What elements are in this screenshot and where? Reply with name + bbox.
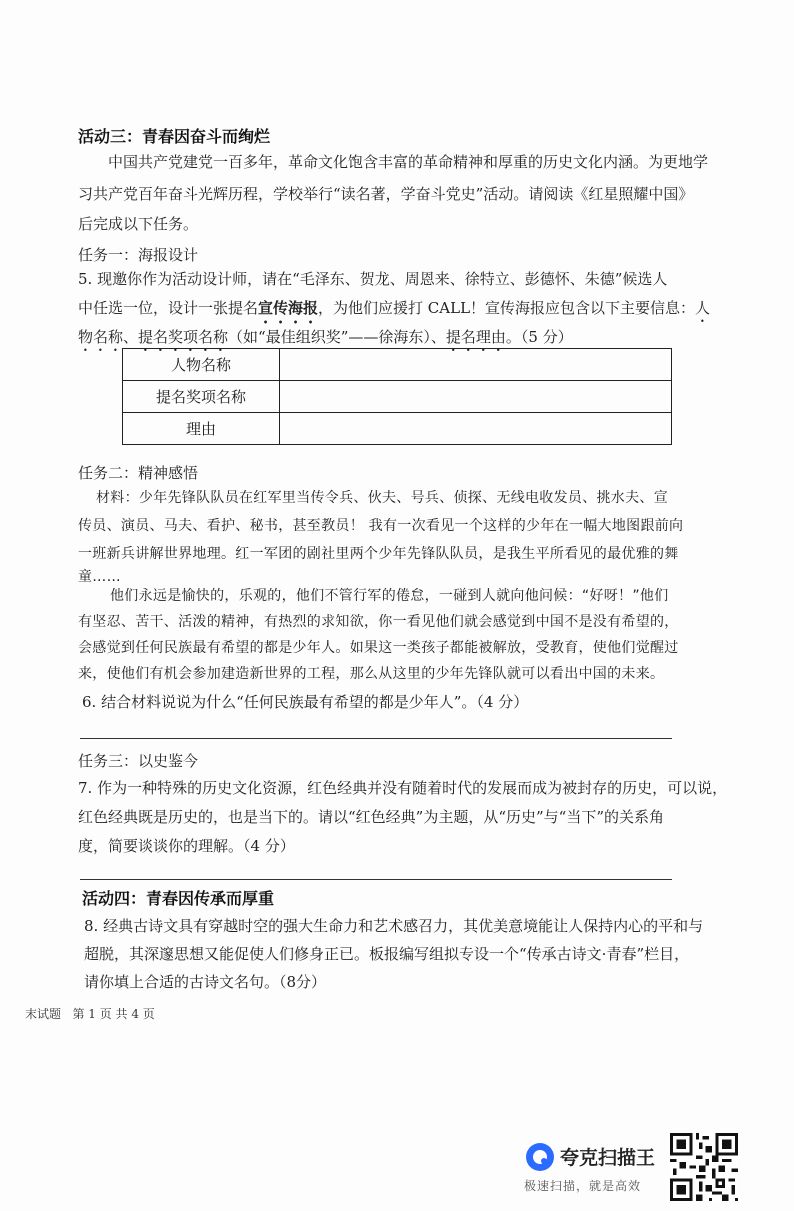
q5-term-award: 提名奖项名称 (138, 328, 229, 346)
q5-term-reason: 提名理由 (445, 328, 506, 346)
task2-title: 任务二：精神感悟 (78, 464, 199, 482)
row-label-award: 提名奖项名称 (123, 381, 280, 413)
q6-answer-line[interactable] (80, 738, 672, 739)
activity4-title: 活动四：青春因传承而厚重 (82, 889, 275, 908)
material-line1: 材料：少年先锋队队员在红军里当传令兵、伙夫、号兵、侦探、无线电收发员、挑水夫、宣 (96, 490, 668, 506)
q5-term-poster: 宣传海报 (258, 299, 319, 317)
q7-line3: 度，简要谈谈你的理解。（4 分） (78, 837, 295, 855)
material-line7: 会感觉到任何民族最有希望的都是少年人。如果这一类孩子都能被解放，受教育，使他们觉醒过 (78, 640, 679, 656)
task3-title: 任务三：以史鉴今 (78, 752, 199, 770)
q8-line2: 超脱，其深邃思想又能促使人们修身正已。板报编写组拟专设一个“传承古诗文·青春”栏目， (84, 945, 690, 963)
q8-line3: 请你填上合适的古诗文名句。（8分） (84, 973, 327, 991)
q8-line1: 8. 经典古诗文具有穿越时空的强大生命力和艺术感召力，其优美意境能让人保持内心的平和与 (84, 917, 704, 935)
q5-line3-end: 。（5 分） (505, 328, 573, 346)
row-label-reason: 理由 (123, 413, 280, 445)
activity3-title: 活动三：青春因奋斗而绚烂 (78, 127, 271, 146)
task1-title: 任务一：海报设计 (78, 246, 199, 264)
material-line5: 他们永远是愉快的，乐观的，他们不管行军的倦怠，一碰到人就向他问候：“好呀！”他们 (110, 588, 669, 604)
answer-cell-person[interactable] (280, 349, 672, 381)
q5-term-name: 物名称 (78, 328, 124, 346)
activity3-intro-line1: 中国共产党建党一百多年，革命文化饱含丰富的革命精神和厚重的历史文化内涵。为更地学 (108, 153, 709, 171)
page-footer: 末试题 第 1 页 共 4 页 (25, 1007, 155, 1021)
table-row (123, 381, 672, 413)
table-row (123, 413, 672, 445)
q5-line2-text-b: ，为他们应援打 CALL！宣传海报应包含以下主要信息： (318, 299, 696, 317)
quark-logo-icon (524, 1141, 556, 1173)
q7-line2: 红色经典既是历史的，也是当下的。请以“红色经典”为主题，从“历史”与“当下”的关系角 (78, 808, 665, 826)
activity3-intro-line2: 习共产党百年奋斗光辉历程，学校举行“读名著，学奋斗党史”活动。请阅读《红星照耀中国》 (78, 185, 694, 203)
q5-line2-dot: 人 (695, 299, 711, 317)
table-row (123, 349, 672, 381)
material-line8: 来，使他们有机会参加建造新世界的工程，那么从这里的少年先锋队就可以看出中国的未来。 (78, 666, 665, 682)
material-line6: 有坚忍、苦干、活泼的精神，有热烈的求知欲，你一看见他们就会感觉到中国不是没有希望的， (78, 614, 679, 630)
poster-info-table (122, 348, 672, 445)
q5-line2-text-a: 中任选一位，设计一张提名 (78, 299, 259, 317)
row-label-person: 人物名称 (123, 349, 280, 381)
scanner-brand: 夸克扫描王 (560, 1147, 656, 1169)
material-line4: 童…… (78, 569, 121, 585)
scanner-slogan: 极速扫描，就是高效 (524, 1179, 642, 1193)
material-line2: 传员、演员、马夫、看护、秘书，甚至教员！ 我有一次看见一个这样的少年在一幅大地图跟前向 (78, 518, 684, 534)
q7-answer-line[interactable] (80, 879, 672, 880)
material-line3: 一班新兵讲解世界地理。红一军团的剧社里两个少年先锋队队员，是我生平所看见的最优雅的舞 (78, 546, 679, 562)
activity3-intro-line3: 后完成以下任务。 (78, 215, 199, 233)
q6-text: 6. 结合材料说说为什么“任何民族最有希望的都是少年人”。（4 分） (82, 693, 529, 711)
q7-line1: 7. 作为一种特殊的历史文化资源，红色经典并没有随着时代的发展而成为被封存的历史，可以说， (78, 779, 728, 797)
answer-cell-reason[interactable] (280, 413, 672, 445)
q5-line1: 5. 现邀你作为活动设计师，请在“毛泽东、贺龙、周恩来、徐特立、彭德怀、朱德”候选人 (78, 270, 668, 288)
q5-sep: 、 (123, 328, 139, 346)
scanner-watermark (522, 1135, 662, 1195)
answer-cell-award[interactable] (280, 381, 672, 413)
qr-code-icon (670, 1133, 738, 1201)
q5-line3-mid: （如“最佳组织奖”——徐海东）、 (228, 328, 446, 346)
